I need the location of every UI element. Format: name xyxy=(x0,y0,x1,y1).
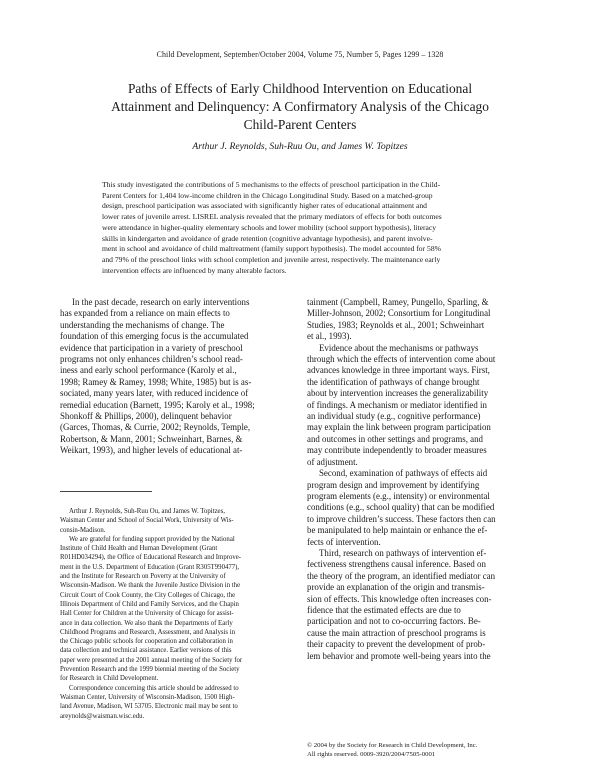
copyright-line: © 2004 by the Society for Research in Child Development, Inc. xyxy=(307,742,478,749)
footnote-line: Prevention Research and the 1999 biennial meeting of the Society xyxy=(60,666,240,674)
body-line: cause the main attraction of preschool programs is xyxy=(307,627,486,638)
footnote-line: Correspondence concerning this article should be addressed to xyxy=(69,684,239,692)
footnote-line: ment in the U.S. Department of Education (Grant R305T990477), xyxy=(60,563,240,571)
footnote-line: for Research in Child Development. xyxy=(60,675,159,683)
body-line: lem behavior and promote well-being years into the xyxy=(307,650,491,661)
body-line: may contribute independently to broader measures xyxy=(307,445,487,456)
body-line: Robertson, & Mann, 2001; Schweinhart, Barnes, & xyxy=(60,433,243,444)
abstract xyxy=(102,180,504,276)
body-line: may explain the link between program participation xyxy=(307,422,491,433)
body-line: the identification of pathways of change brought xyxy=(307,376,480,387)
footnote-line: and the Institute for Research on Poverty at the University of xyxy=(60,573,226,581)
body-line: understanding the mechanisms of change. The xyxy=(60,319,225,330)
body-line: sociated, many years later, with reduced incidence of xyxy=(60,388,249,399)
footnote-line: Childhood Programs and Research, Assessment, and Analysis in xyxy=(60,628,236,636)
footnote-line: ance in data collection. We also thank the Departments of Early xyxy=(60,619,233,627)
body-line: Studies, 1983; Reynolds et al., 2001; Schweinhart xyxy=(307,319,485,330)
body-line: of adjustment. xyxy=(307,456,358,467)
body-line: advances knowledge in three important ways. First, xyxy=(307,365,490,376)
footnote-line: the Chicago public schools for cooperation and collaboration in xyxy=(60,638,233,646)
body-line: tainment (Campbell, Ramey, Pungello, Sparling, & xyxy=(307,297,489,307)
abstract-line: This study investigated the contributions of 5 mechanisms to the effects of preschool participation in the Child- xyxy=(102,180,441,189)
title-line: Paths of Effects of Early Childhood Intervention on Educational xyxy=(127,81,473,96)
body-line: fectiveness strengthens causal inference. Based on xyxy=(307,559,486,570)
body-line: be manipulated to help maintain or enhance the ef- xyxy=(307,525,488,536)
footnote-line: consin-Madison. xyxy=(60,526,106,534)
body-line: and outcomes in other settings and programs, and xyxy=(307,433,483,444)
body-line: the theory of the program, an identified mediator can xyxy=(307,570,496,581)
body-line: through which the effects of intervention come about xyxy=(307,354,496,365)
article-title xyxy=(90,80,510,134)
body-column-left xyxy=(60,297,295,457)
abstract-line: and 79% of the preschool links with school completion and juvenile arrest, respectively. The maintenance early xyxy=(102,254,441,264)
body-line: sion of effects. This knowledge often increases con- xyxy=(307,593,492,604)
footnotes xyxy=(60,507,295,721)
body-column-right xyxy=(307,297,542,662)
abstract-line: skills in kindergarten and avoidance of grade retention (cognitive advantage hypothesis), and parent involve- xyxy=(102,233,433,243)
footnote-line: Wisconsin-Madison. We thank the Juvenile Justice Division in the xyxy=(60,582,241,590)
abstract-line: Parent Centers for 1,404 low-income children in the Chicago Longitudinal Study. Based on a matched-group xyxy=(102,190,433,200)
body-line: program elements (e.g., intensity) or environmental xyxy=(307,490,490,501)
footnote-line: Illinois Department of Child and Family Services, and the Chapin xyxy=(60,600,239,608)
body-line: about by intervention increases the generalizability xyxy=(307,388,489,399)
footnote-line: land Avenue, Madison, WI 53705. Electronic mail may be sent to xyxy=(60,703,238,711)
footnote-line: R01HD034294), the Office of Educational Research and Improve- xyxy=(60,554,242,562)
abstract-line: design, preschool participation was associated with significantly higher rates of educational attainment and xyxy=(102,201,427,211)
body-line: has expanded from a reliance on main effects to xyxy=(60,308,230,319)
body-line: Shonkoff & Phillips, 2000), delinquent behavior xyxy=(60,411,232,422)
title-line: Attainment and Delinquency: A Confirmatory Analysis of the Chicago xyxy=(111,99,489,114)
running-head: Child Development, September/October 2004, Volume 75, Number 5, Pages 1299 – 1328 xyxy=(156,50,444,59)
body-line: program design and improvement by identifying xyxy=(307,479,480,490)
body-line: an individual study (e.g., cognitive performance) xyxy=(307,411,481,422)
footnote-line: Arthur J. Reynolds, Suh-Ruu Ou, and James W. Topitzes, xyxy=(69,508,225,515)
body-line: Miller-Johnson, 2002; Consortium for Longitudinal xyxy=(307,308,491,319)
body-line: programs not only enhances children’s school read- xyxy=(60,354,243,365)
body-line: (Garces, Thomas, & Currie, 2002; Reynolds, Temple, xyxy=(60,422,251,433)
footnote-line: We are grateful for funding support provided by the National xyxy=(69,535,235,543)
body-line: iness and early school performance (Karoly et al., xyxy=(60,365,237,376)
body-line: conditions (e.g., school quality) that can be modified xyxy=(307,502,495,513)
footnote-line: Institute of Child Health and Human Development (Grant xyxy=(60,545,218,553)
footnote-line: Hall Center for Children at the University of Chicago for assist- xyxy=(60,610,234,618)
abstract-line: intervention effects are influenced by many alterable factors. xyxy=(102,265,287,275)
footnote-line: Waisman Center and School of Social Work, University of Wis- xyxy=(60,517,234,525)
body-line: of findings. A mechanism or mediator identified in xyxy=(307,399,487,410)
body-line: Weikart, 1993), and higher levels of educational at- xyxy=(60,445,243,456)
body-line: 1998; Ramey & Ramey, 1998; White, 1985) but is as- xyxy=(60,376,252,387)
body-line: Second, examination of pathways of effects aid xyxy=(319,468,488,479)
body-line: evidence that participation in a variety of preschool xyxy=(60,342,243,353)
copyright-notice xyxy=(307,741,542,759)
footnote-line: data collection and technical assistance. Earlier versions of this xyxy=(60,647,232,655)
body-line: remedial education (Barnett, 1995; Karoly et al., 1998; xyxy=(60,399,255,410)
body-line: et al., 1993). xyxy=(307,331,352,342)
copyright-line: All rights reserved. 0009-3920/2004/7505-0001 xyxy=(307,751,436,758)
body-line: participation and not to co-occurring factors. Be- xyxy=(307,616,481,627)
title-line: Child-Parent Centers xyxy=(243,117,357,132)
body-line: foundation of this emerging focus is the accumulated xyxy=(60,331,249,342)
abstract-line: ment in school and avoidance of child maltreatment (family support hypothesis). The model accounted for 58% xyxy=(102,244,441,254)
body-line: Third, research on pathways of intervention ef- xyxy=(319,547,487,558)
footnote-line: Circuit Court of Cook County, the City Colleges of Chicago, the xyxy=(60,591,236,599)
body-line: Evidence about the mechanisms or pathways xyxy=(319,342,479,353)
footnote-rule xyxy=(60,491,152,492)
footnote-line: Waisman Center, University of Wisconsin-Madison, 1500 High- xyxy=(60,693,235,701)
body-line: fidence that the estimated effects are due to xyxy=(307,604,461,615)
abstract-line: lower rates of juvenile arrest. LISREL analysis revealed that the primary mediators of effects for both outcomes xyxy=(102,212,442,222)
body-line: fects of intervention. xyxy=(307,536,381,547)
footnote-line: areynolds@waisman.wisc.edu. xyxy=(60,712,145,720)
body-line: In the past decade, research on early interventions xyxy=(72,297,250,307)
body-line: their capacity to prevent the development of prob- xyxy=(307,639,486,650)
body-line: to improve children’s success. These factors then can xyxy=(307,513,496,524)
footnote-line: paper were presented at the 2001 annual meeting of the Society for xyxy=(60,656,243,664)
abstract-line: were attendance in higher-quality elementary schools and lower mobility (school support hypothesis), literacy xyxy=(102,222,437,232)
author-list: Arthur J. Reynolds, Suh-Ruu Ou, and James W. Topitzes xyxy=(192,141,408,152)
body-line: provide an explanation of the origin and transmis- xyxy=(307,582,485,593)
